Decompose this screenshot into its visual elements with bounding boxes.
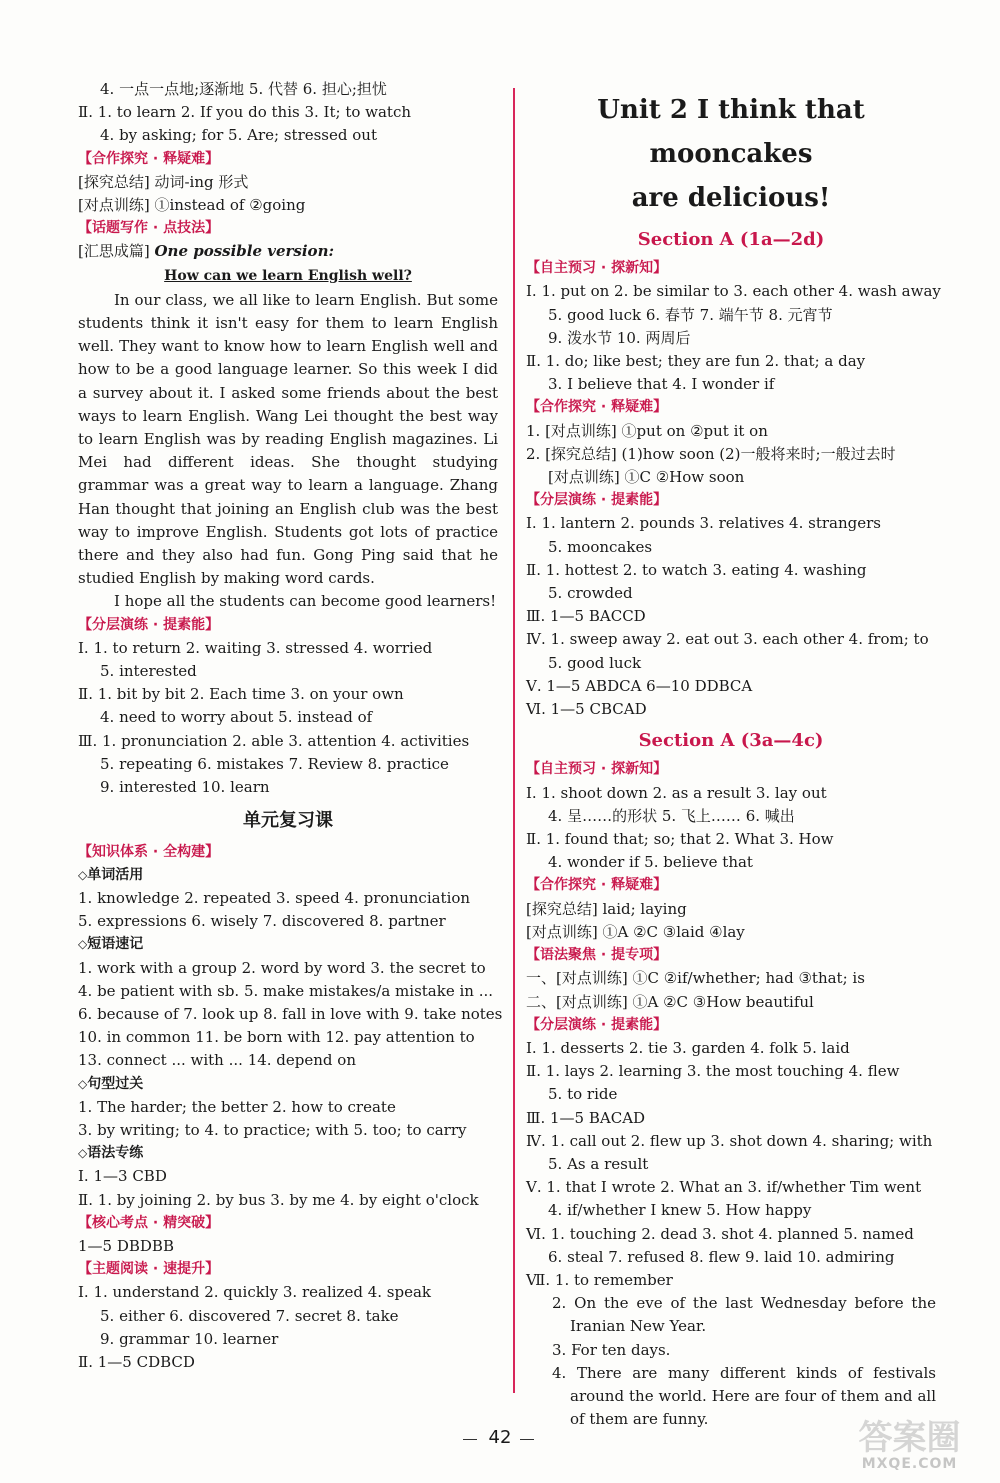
answer-line: 二、[对点训练] ①A ②C ③How beautiful	[526, 992, 814, 1011]
answer-block-s1-zizhu	[526, 280, 941, 396]
right-column	[526, 70, 941, 1431]
watermark-logo	[837, 1406, 982, 1476]
answer-line: 4. 呈……的形状 5. 飞上…… 6. 喊出	[548, 806, 795, 825]
diamond-icon: ◇	[78, 1146, 88, 1161]
answer-line: 5. good luck 6. 春节 7. 端午节 8. 元宵节	[548, 305, 833, 324]
answer-line: 9. interested 10. learn	[100, 778, 270, 797]
essay-paragraph: I hope all the students can become good learners!	[114, 592, 497, 611]
essay-title: How can we learn English well?	[164, 267, 412, 284]
answer-block-s1-fenceng	[526, 512, 936, 721]
answer-line: Ⅰ. 1. put on 2. be similar to 3. each other 4. wash away	[526, 282, 941, 301]
answer-line: Ⅶ. 1. to remember	[526, 1270, 673, 1289]
answer-block-s1-hezuo	[526, 420, 936, 490]
section-tag-zhishi: 【知识体系 · 全构建】	[78, 843, 220, 860]
answer-line: 10. in common 11. be born with 12. pay attention to	[78, 1028, 475, 1047]
answer-line: Ⅰ. 1. understand 2. quickly 3. realized 4. speak	[78, 1283, 431, 1302]
answer-line: 5. good luck	[548, 653, 642, 672]
diamond-icon: ◇	[78, 1076, 88, 1091]
page-dash-right	[520, 1439, 534, 1440]
answer-line: 5. crowded	[548, 584, 633, 603]
diamond-icon: ◇	[78, 867, 88, 882]
answer-line: Ⅴ. 1—5 ABDCA 6—10 DDBCA	[526, 676, 753, 695]
answer-line: 一、[对点训练] ①C ②if/whether; had ③that; is	[526, 969, 865, 988]
answer-block-hexin	[78, 1235, 498, 1258]
watermark-cn: 答案圈	[858, 1418, 961, 1458]
answer-line: [对点训练] ①instead of ②going	[78, 196, 306, 215]
answer-line: Ⅱ. 1. bit by bit 2. Each time 3. on your own	[78, 685, 404, 704]
answer-line: 5. either 6. discovered 7. secret 8. take	[100, 1306, 399, 1325]
answer-line: 4. There are many different kinds of festivals around the world. Here are four of them and all of them are funny.	[552, 1363, 936, 1429]
answer-line: 5. expressions 6. wisely 7. discovered 8. partner	[78, 912, 446, 931]
answer-line: 3. For ten days.	[552, 1340, 671, 1359]
answer-line: Ⅰ. 1. to return 2. waiting 3. stressed 4. worried	[78, 638, 433, 657]
answer-line: 5. As a result	[548, 1154, 649, 1173]
answer-line: 5. to ride	[548, 1085, 618, 1104]
answer-line: Ⅲ. 1—5 BACCD	[526, 607, 646, 626]
page-number: 42	[488, 1427, 512, 1448]
answer-line: 3. I believe that 4. I wonder if	[548, 375, 775, 394]
answer-block-danci	[78, 887, 498, 933]
answer-line: Ⅳ. 1. call out 2. flew up 3. shot down 4. sharing; with	[526, 1131, 933, 1150]
answer-line: [对点训练] ①C ②How soon	[548, 468, 745, 487]
answer-line: Ⅱ. 1. do; like best; they are fun 2. that; a day	[526, 352, 866, 371]
answer-line: [探究总结] laid; laying	[526, 899, 687, 918]
answer-line: [探究总结] 动词-ing 形式	[78, 172, 249, 191]
answer-line: Ⅵ. 1. touching 2. dead 3. shot 4. planned 5. named	[526, 1224, 914, 1243]
unit-title	[526, 88, 936, 220]
answer-block-hezuo	[78, 171, 498, 217]
answer-line: Ⅰ. 1. desserts 2. tie 3. garden 4. folk 5. laid	[526, 1038, 850, 1057]
subhead-label: 单词活用	[87, 866, 144, 883]
section-tag-yufa: 【语法聚焦 · 提专项】	[526, 947, 668, 964]
subhead-label: 短语速记	[87, 936, 144, 953]
answer-line: 4. be patient with sb. 5. make mistakes/a mistake in ...	[78, 981, 494, 1000]
answer-block-s2-fenceng	[526, 1037, 936, 1292]
column-divider	[513, 88, 515, 1393]
section-tag-zizhu: 【自主预习 · 探新知】	[526, 260, 668, 277]
section-tag-hezuo: 【合作探究 · 释疑难】	[526, 877, 668, 894]
answer-line: 13. connect ... with ... 14. depend on	[78, 1051, 356, 1070]
answer-line: [对点训练] ①A ②C ③laid ④lay	[526, 922, 745, 941]
answer-line: 5. repeating 6. mistakes 7. Review 8. practice	[100, 754, 449, 773]
answer-line: 9. 泼水节 10. 两周后	[548, 328, 691, 347]
answer-line: Ⅱ. 1. hottest 2. to watch 3. eating 4. washing	[526, 560, 867, 579]
answer-line: Ⅱ. 1. by joining 2. by bus 3. by me 4. by eight o'clock	[78, 1190, 479, 1209]
essay-body	[78, 289, 498, 614]
answer-line: 6. steal 7. refused 8. flew 9. laid 10. admiring	[548, 1247, 895, 1266]
answer-line: Ⅵ. 1—5 CBCAD	[526, 700, 647, 719]
answer-line: 2. [探究总结] (1)how soon (2)一般将来时;一般过去时	[526, 444, 896, 463]
answer-block-fenceng	[78, 637, 498, 799]
answer-line: 1. knowledge 2. repeated 3. speed 4. pronunciation	[78, 888, 471, 907]
answer-line: 9. grammar 10. learner	[100, 1329, 279, 1348]
watermark-url: MXQE.COM	[861, 1456, 958, 1472]
answer-block-yufa	[78, 1165, 498, 1211]
answer-line: 3. by writing; to 4. to practice; with 5. too; to carry	[78, 1120, 467, 1139]
section-tag-hexin: 【核心考点 · 精突破】	[78, 1214, 220, 1231]
answer-line: 1. [对点训练] ①put on ②put it on	[526, 421, 768, 440]
answer-line: Ⅰ. 1—3 CBD	[78, 1167, 167, 1186]
answer-block-top	[78, 78, 498, 148]
section-tag-zhuti: 【主题阅读 · 速提升】	[78, 1261, 220, 1278]
section-title-1: Section A (1a—2d)	[637, 229, 825, 250]
possible-version-label: One possible version:	[154, 242, 335, 261]
answer-line: Ⅳ. 1. sweep away 2. eat out 3. each other 4. from; to	[526, 630, 929, 649]
answer-block-s2-hezuo	[526, 898, 936, 944]
answer-block-juxing	[78, 1096, 498, 1142]
section-title-2: Section A (3a—4c)	[638, 730, 824, 752]
answer-line: 4. 一点一点地;逐渐地 5. 代替 6. 担心;担忧	[100, 80, 387, 98]
answer-line: 4. wonder if 5. believe that	[548, 853, 753, 872]
answer-block-s2-yufa	[526, 967, 936, 1013]
answer-line: 2. On the eve of the last Wednesday before the Iranian New Year.	[552, 1294, 936, 1336]
answer-line: 5. mooncakes	[548, 537, 653, 556]
subhead-label: 语法专练	[87, 1145, 144, 1162]
subhead-label: 句型过关	[87, 1075, 144, 1092]
answer-line: 6. because of 7. look up 8. fall in love with 9. take notes	[78, 1004, 503, 1023]
section-tag-huati: 【话题写作 · 点技法】	[78, 220, 220, 237]
essay-paragraph: In our class, we all like to learn English. But some students think it isn't easy for them to learn English well. They want to know how to learn English well and how to be a good language learner. So this week I did a survey about it. I asked some friends about the best ways to learn English. Wang Lei thought the best way to learn English was by reading English magazines. Li Mei had different ideas. She thought studying grammar was a great way to learn a language. Zhang Han thought that joining an English club was the best way to improve English. Students got lots of practice there and they also had fun. Gong Ping said that he studied English by making word cards.	[78, 290, 498, 588]
section-tag-zizhu: 【自主预习 · 探新知】	[526, 761, 668, 778]
subhead-danci	[78, 864, 498, 887]
answer-line: Ⅴ. 1. that I wrote 2. What an 3. if/whether Tim went	[526, 1178, 922, 1197]
section-tag-fenceng: 【分层演练 · 提素能】	[526, 1016, 668, 1033]
answer-block-duanyu	[78, 957, 503, 1073]
diamond-icon: ◇	[78, 937, 88, 952]
answer-line: Ⅰ. 1. shoot down 2. as a result 3. lay out	[526, 783, 827, 802]
answer-block-zhuti	[78, 1281, 498, 1374]
answer-line: 4. need to worry about 5. instead of	[100, 708, 373, 727]
unit-title-line: are delicious!	[631, 183, 831, 213]
answer-block-s2-zizhu	[526, 782, 936, 875]
section-tag-fenceng: 【分层演练 · 提素能】	[78, 616, 220, 633]
section-tag-hezuo: 【合作探究 · 释疑难】	[78, 150, 220, 167]
answer-line: Ⅲ. 1—5 BACAD	[526, 1108, 646, 1127]
review-title: 单元复习课	[243, 810, 333, 832]
possible-version-line	[78, 240, 498, 263]
answer-line: 4. by asking; for 5. Are; stressed out	[100, 126, 377, 145]
unit-title-line: Unit 2 I think that mooncakes	[597, 95, 865, 169]
section-tag-fenceng: 【分层演练 · 提素能】	[526, 492, 668, 509]
answer-line: Ⅱ. 1. lays 2. learning 3. the most touching 4. flew	[526, 1062, 900, 1081]
answer-line: 5. interested	[100, 662, 197, 681]
answer-line: Ⅱ. 1. found that; so; that 2. What 3. How	[526, 830, 834, 849]
answer-line: Ⅱ. 1—5 CDBCD	[78, 1352, 195, 1371]
answer-line: 1. The harder; the better 2. how to create	[78, 1097, 396, 1116]
answer-line: Ⅲ. 1. pronunciation 2. able 3. attention 4. activities	[78, 731, 470, 750]
subhead-duanyu	[78, 933, 498, 956]
subhead-yufa	[78, 1142, 498, 1165]
answer-line: 1—5 DBDBB	[78, 1236, 174, 1255]
section-tag-hezuo: 【合作探究 · 释疑难】	[526, 399, 668, 416]
answer-line: 1. work with a group 2. word by word 3. the secret to	[78, 958, 486, 977]
huicheng-label: [汇思成篇]	[78, 242, 155, 261]
answer-line: Ⅱ. 1. to learn 2. If you do this 3. It; to watch	[78, 103, 412, 122]
subhead-juxing	[78, 1073, 498, 1096]
left-column	[78, 78, 503, 1374]
answer-line: Ⅰ. 1. lantern 2. pounds 3. relatives 4. strangers	[526, 514, 881, 533]
answer-line: 4. if/whether I knew 5. How happy	[548, 1201, 812, 1220]
